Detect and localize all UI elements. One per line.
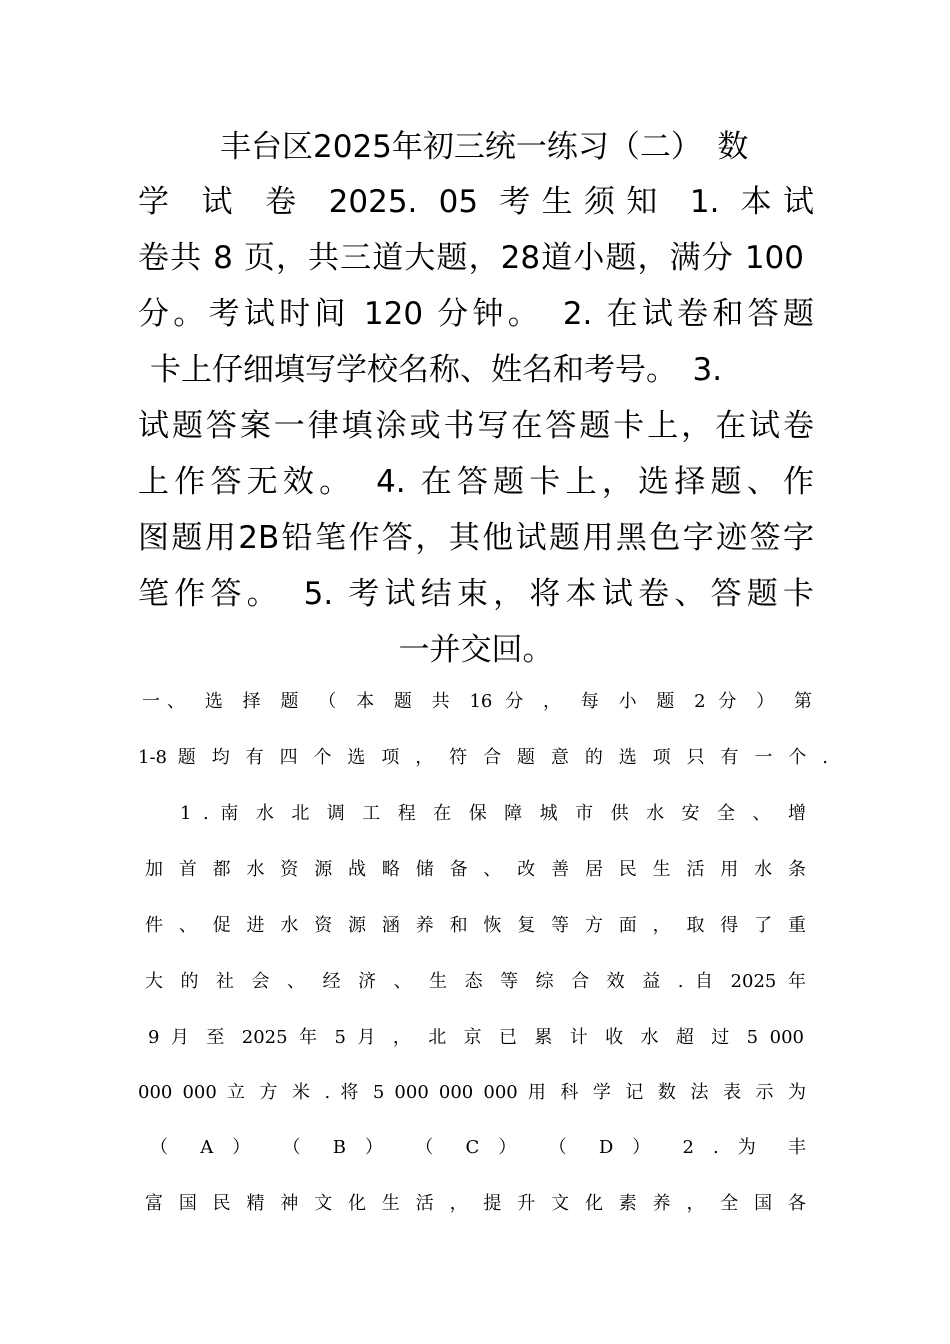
question-text-line: 件 、 促 进 水 资 源 涵 养 和 恢 复 等 方 面 ， 取 得 了 重	[145, 915, 806, 936]
question-text-line: 1 . 南 水 北 调 工 程 在 保 障 城 市 供 水 安 全 、 增	[180, 803, 806, 824]
instruction-line-5: 上作答无效。 4. 在答题卡上，选择题、作	[138, 464, 814, 500]
question-text-line: 000 000 立 方 米 . 将 5 000 000 000 用 科 学 记 数 法 表 示 为	[138, 1082, 806, 1103]
question-text-line: 富 国 民 精 神 文 化 生 活 ， 提 升 文 化 素 养 ， 全 国 各	[145, 1193, 806, 1214]
instruction-line-7: 笔作答。 5. 考试结束，将本试卷、答题卡	[138, 576, 814, 612]
instruction-line-1: 卷共 8 页，共三道大题，28道小题，满分 100	[138, 240, 804, 276]
answer-options-line: （ A ） （ B ） （ C ） （ D ） 2 . 为 丰	[150, 1137, 806, 1158]
question-text-line: 9 月 至 2025 年 5 月 ， 北 京 已 累 计 收 水 超 过 5 000	[148, 1027, 804, 1048]
instruction-line-2: 分。考试时间 120 分钟。 2. 在试卷和答题	[138, 296, 814, 332]
section-heading: 一、 选 择 题 （ 本 题 共 16 分 ， 每 小 题 2 分 ） 第	[142, 691, 812, 712]
title-line-1: 丰台区2025年初三统一练习（二） 数	[220, 129, 749, 165]
question-text-line: 加 首 都 水 资 源 战 略 储 备 、 改 善 居 民 生 活 用 水 条	[145, 859, 806, 880]
instruction-line-4: 试题答案一律填涂或书写在答题卡上，在试卷	[138, 408, 814, 444]
instruction-line-3: 卡上仔细填写学校名称、姓名和考号。 3.	[150, 352, 723, 388]
question-text-line: 大 的 社 会 、 经 济 、 生 态 等 综 合 效 益 . 自 2025 年	[145, 971, 806, 992]
instruction-line-6: 图题用2B铅笔作答，其他试题用黑色字迹签字	[138, 520, 814, 556]
title-line-2: 学 试 卷 2025. 05 考生须知 1. 本试	[138, 184, 814, 220]
instruction-line-8: 一并交回。	[398, 632, 554, 668]
question-text-line: 1-8 题 均 有 四 个 选 项 ， 符 合 题 意 的 选 项 只 有 一 个 .	[138, 747, 828, 768]
